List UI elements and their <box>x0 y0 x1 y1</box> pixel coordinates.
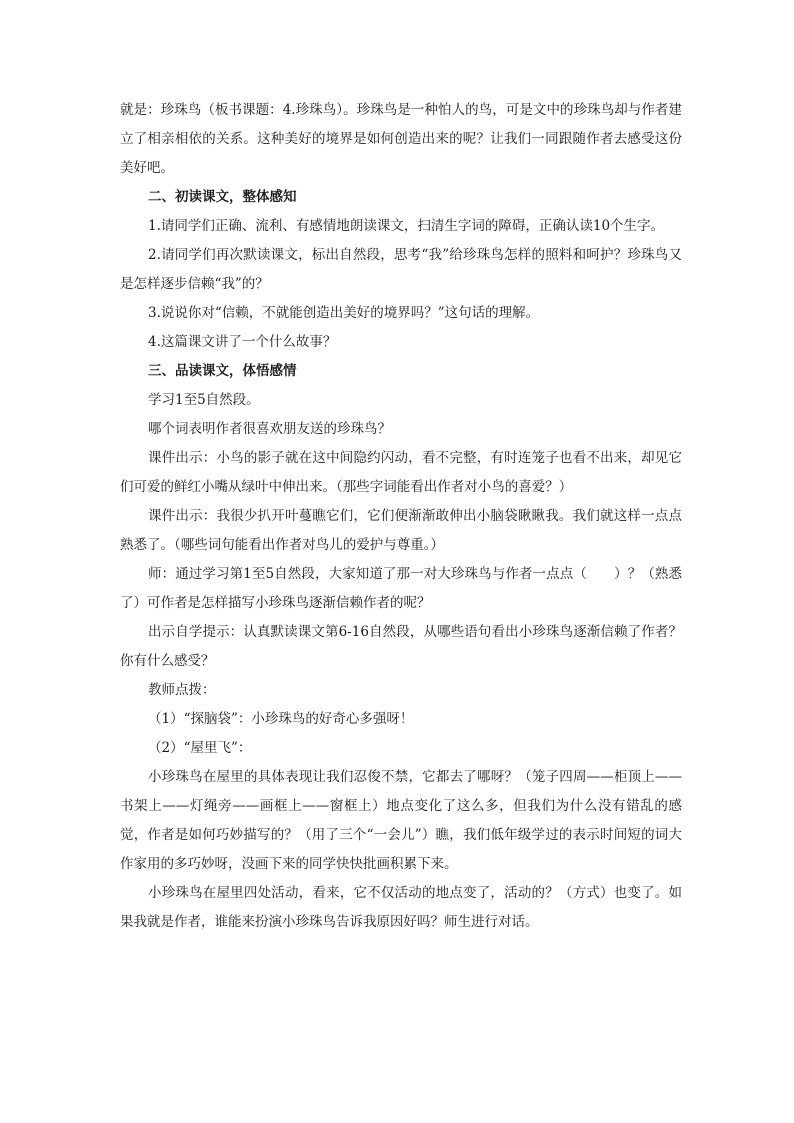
paragraph: 哪个词表明作者很喜欢朋友送的珍珠鸟？ <box>148 421 391 437</box>
paragraph-intro: 就是：珍珠鸟（板书课题：4.珍珠鸟）。珍珠鸟是一种怕人的鸟，可是文中的珍珠鸟却与作者建立了相亲相依的关系。这种美好的境界是如何创造出来的呢？让我们一同跟随作者去感受这份美好吧。 <box>120 102 682 176</box>
paragraph: 3.说说你对“信赖，不就能创造出美好的境界吗？”这句话的理解。 <box>148 305 540 321</box>
section-heading: 三、品读课文，体悟感情 <box>148 363 297 379</box>
paragraph: 学习1至5自然段。 <box>148 392 260 408</box>
paragraph: （1）“探脑袋”：小珍珠鸟的好奇心多强呀！ <box>148 711 414 727</box>
paragraph: 教师点拨： <box>148 682 216 698</box>
paragraph: （2）“屋里飞”： <box>148 740 252 756</box>
paragraph: 师：通过学习第1至5自然段，大家知道了那一对大珍珠鸟与作者一点点（ ）？（熟悉了）可作者是怎样描写小珍珠鸟逐渐信赖作者的呢？ <box>120 566 682 611</box>
paragraph: 4.这篇课文讲了一个什么故事？ <box>148 334 337 350</box>
paragraph: 课件出示：小鸟的影子就在这中间隐约闪动，看不完整，有时连笼子也看不出来，却见它们可爱的鲜红小嘴从绿叶中伸出来。（那些字词能看出作者对小鸟的喜爱？） <box>120 450 682 495</box>
section-heading: 二、初读课文，整体感知 <box>148 189 297 205</box>
paragraph: 1.请同学们正确、流利、有感情地朗读课文，扫清生字词的障碍，正确认读10个生字。 <box>148 218 665 234</box>
paragraph: 课件出示：我很少扒开叶蔓瞧它们，它们便渐渐敢伸出小脑袋瞅瞅我。我们就这样一点点熟悉了。（哪些词句能看出作者对鸟儿的爱护与尊重。） <box>120 508 682 553</box>
paragraph: 小珍珠鸟在屋里的具体表现让我们忍俊不禁，它都去了哪呀？（笼子四周——柜顶上——书架上——灯绳旁——画框上——窗框上）地点变化了这么多，但我们为什么没有错乱的感觉，作者是如何巧妙描写的？（用了三个“一会儿”）瞧，我们低年级学过的表示时间短的词大作家用的多巧妙呀，没画下来的同学快快批画积累下来。 <box>120 769 682 872</box>
document-body <box>120 96 682 937</box>
paragraph: 出示自学提示：认真默读课文第6-16自然段，从哪些语句看出小珍珠鸟逐渐信赖了作者？你有什么感受？ <box>120 624 682 669</box>
paragraph: 小珍珠鸟在屋里四处活动，看来，它不仅活动的地点变了，活动的？（方式）也变了。如果我就是作者，谁能来扮演小珍珠鸟告诉我原因好吗？师生进行对话。 <box>120 885 682 930</box>
paragraph: 2.请同学们再次默读课文，标出自然段，思考“我”给珍珠鸟怎样的照料和呵护？珍珠鸟又是怎样逐步信赖“我”的？ <box>120 247 682 292</box>
